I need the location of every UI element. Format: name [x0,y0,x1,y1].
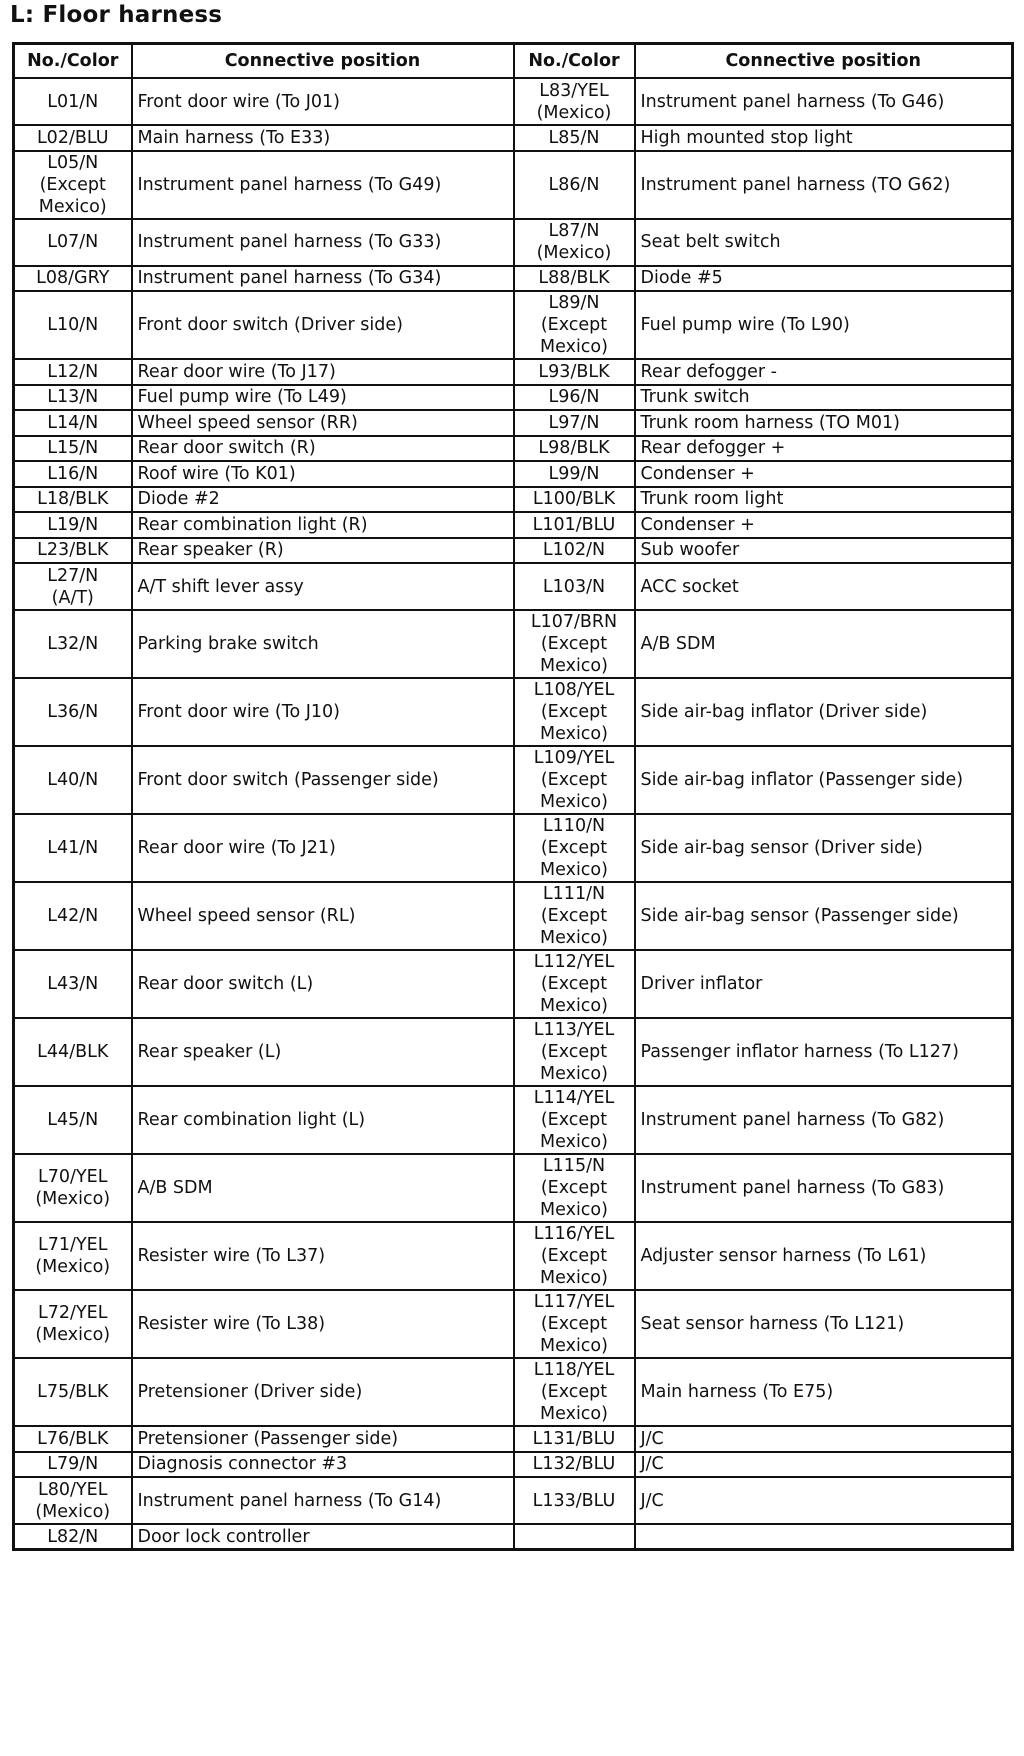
right-connective-position-cell: Side air-bag sensor (Driver side) [635,814,1013,882]
left-connective-position-cell: Rear combination light (L) [132,1086,514,1154]
right-no-color-cell: L102/N [514,538,635,564]
left-no-color-cell: L79/N [14,1452,132,1478]
right-no-color-cell: L113/YEL (Except Mexico) [514,1018,635,1086]
table-row [14,1524,1013,1550]
left-connective-position-cell: Front door switch (Driver side) [132,291,514,359]
right-no-color-cell: L132/BLU [514,1452,635,1478]
left-no-color-cell: L45/N [14,1086,132,1154]
right-connective-position-cell: Condenser + [635,461,1013,487]
right-connective-position-cell: Sub woofer [635,538,1013,564]
right-no-color-cell: L89/N (Except Mexico) [514,291,635,359]
table-row [14,678,1013,746]
left-no-color-cell: L42/N [14,882,132,950]
left-no-color-cell: L75/BLK [14,1358,132,1426]
header-connective-position-left: Connective position [132,44,514,79]
left-connective-position-cell: Instrument panel harness (To G33) [132,219,514,266]
right-no-color-cell: L97/N [514,410,635,436]
right-connective-position-cell: ACC socket [635,563,1013,610]
left-connective-position-cell: Wheel speed sensor (RR) [132,410,514,436]
left-connective-position-cell: Fuel pump wire (To L49) [132,385,514,411]
right-connective-position-cell: A/B SDM [635,610,1013,678]
table-row [14,487,1013,513]
left-connective-position-cell: Rear combination light (R) [132,512,514,538]
header-connective-position-right: Connective position [635,44,1013,79]
left-connective-position-cell: A/T shift lever assy [132,563,514,610]
floor-harness-table [12,42,1014,1551]
right-no-color-cell: L133/BLU [514,1477,635,1524]
right-no-color-cell: L116/YEL (Except Mexico) [514,1222,635,1290]
table-row [14,610,1013,678]
table-row [14,291,1013,359]
left-no-color-cell: L72/YEL (Mexico) [14,1290,132,1358]
right-no-color-cell: L117/YEL (Except Mexico) [514,1290,635,1358]
left-no-color-cell: L19/N [14,512,132,538]
right-no-color-cell: L87/N (Mexico) [514,219,635,266]
right-no-color-cell: L114/YEL (Except Mexico) [514,1086,635,1154]
right-connective-position-cell: Adjuster sensor harness (To L61) [635,1222,1013,1290]
right-connective-position-cell [635,1524,1013,1550]
right-connective-position-cell: Side air-bag sensor (Passenger side) [635,882,1013,950]
left-no-color-cell: L70/YEL (Mexico) [14,1154,132,1222]
right-connective-position-cell: Fuel pump wire (To L90) [635,291,1013,359]
right-no-color-cell: L85/N [514,125,635,151]
left-connective-position-cell: Diagnosis connector #3 [132,1452,514,1478]
left-no-color-cell: L10/N [14,291,132,359]
table-row [14,1477,1013,1524]
left-connective-position-cell: Roof wire (To K01) [132,461,514,487]
right-no-color-cell: L83/YEL (Mexico) [514,78,635,125]
table-row [14,461,1013,487]
right-no-color-cell: L96/N [514,385,635,411]
left-no-color-cell: L08/GRY [14,266,132,292]
left-connective-position-cell: Rear speaker (L) [132,1018,514,1086]
left-no-color-cell: L12/N [14,359,132,385]
page-title: L: Floor harness [10,2,223,28]
table-row [14,1086,1013,1154]
left-no-color-cell: L02/BLU [14,125,132,151]
left-no-color-cell: L82/N [14,1524,132,1550]
right-connective-position-cell: Rear defogger + [635,436,1013,462]
right-connective-position-cell: Trunk room harness (TO M01) [635,410,1013,436]
left-no-color-cell: L80/YEL (Mexico) [14,1477,132,1524]
left-no-color-cell: L18/BLK [14,487,132,513]
table-row [14,1290,1013,1358]
table-row [14,78,1013,125]
left-connective-position-cell: Resister wire (To L38) [132,1290,514,1358]
left-connective-position-cell: Instrument panel harness (To G49) [132,151,514,219]
table-row [14,814,1013,882]
right-no-color-cell: L109/YEL (Except Mexico) [514,746,635,814]
left-no-color-cell: L71/YEL (Mexico) [14,1222,132,1290]
right-no-color-cell: L98/BLK [514,436,635,462]
right-no-color-cell: L88/BLK [514,266,635,292]
right-connective-position-cell: Side air-bag inflator (Driver side) [635,678,1013,746]
right-connective-position-cell: High mounted stop light [635,125,1013,151]
table-row [14,882,1013,950]
table-row [14,1222,1013,1290]
left-connective-position-cell: Pretensioner (Driver side) [132,1358,514,1426]
left-connective-position-cell: Door lock controller [132,1524,514,1550]
right-no-color-cell: L118/YEL (Except Mexico) [514,1358,635,1426]
right-no-color-cell: L100/BLK [514,487,635,513]
table-row [14,563,1013,610]
right-connective-position-cell: J/C [635,1426,1013,1452]
left-no-color-cell: L13/N [14,385,132,411]
left-no-color-cell: L05/N (Except Mexico) [14,151,132,219]
right-connective-position-cell: Diode #5 [635,266,1013,292]
table-row [14,125,1013,151]
left-connective-position-cell: Resister wire (To L37) [132,1222,514,1290]
table-row [14,1018,1013,1086]
right-no-color-cell: L93/BLK [514,359,635,385]
table-row [14,266,1013,292]
right-connective-position-cell: Driver inflator [635,950,1013,1018]
table-row [14,410,1013,436]
left-no-color-cell: L01/N [14,78,132,125]
left-no-color-cell: L36/N [14,678,132,746]
left-no-color-cell: L07/N [14,219,132,266]
right-no-color-cell: L101/BLU [514,512,635,538]
left-connective-position-cell: Parking brake switch [132,610,514,678]
right-connective-position-cell: Instrument panel harness (To G46) [635,78,1013,125]
right-no-color-cell: L86/N [514,151,635,219]
right-connective-position-cell: Instrument panel harness (To G83) [635,1154,1013,1222]
left-no-color-cell: L14/N [14,410,132,436]
header-no-color-right: No./Color [514,44,635,79]
table-row [14,512,1013,538]
table-row [14,219,1013,266]
left-no-color-cell: L43/N [14,950,132,1018]
left-connective-position-cell: Instrument panel harness (To G34) [132,266,514,292]
left-connective-position-cell: Front door wire (To J10) [132,678,514,746]
left-no-color-cell: L40/N [14,746,132,814]
left-connective-position-cell: Rear speaker (R) [132,538,514,564]
left-connective-position-cell: Pretensioner (Passenger side) [132,1426,514,1452]
table-row [14,538,1013,564]
table-row [14,436,1013,462]
left-connective-position-cell: Rear door wire (To J21) [132,814,514,882]
right-connective-position-cell: J/C [635,1477,1013,1524]
table-row [14,746,1013,814]
right-connective-position-cell: Seat sensor harness (To L121) [635,1290,1013,1358]
right-connective-position-cell: Trunk room light [635,487,1013,513]
right-connective-position-cell: Condenser + [635,512,1013,538]
table-row [14,359,1013,385]
left-no-color-cell: L15/N [14,436,132,462]
right-connective-position-cell: Seat belt switch [635,219,1013,266]
right-no-color-cell: L107/BRN (Except Mexico) [514,610,635,678]
right-connective-position-cell: Trunk switch [635,385,1013,411]
right-connective-position-cell: Side air-bag inflator (Passenger side) [635,746,1013,814]
left-connective-position-cell: Rear door switch (R) [132,436,514,462]
right-connective-position-cell: J/C [635,1452,1013,1478]
table-row [14,950,1013,1018]
right-no-color-cell: L108/YEL (Except Mexico) [514,678,635,746]
table-row [14,1452,1013,1478]
left-no-color-cell: L32/N [14,610,132,678]
left-no-color-cell: L27/N (A/T) [14,563,132,610]
left-connective-position-cell: Main harness (To E33) [132,125,514,151]
right-no-color-cell [514,1524,635,1550]
right-no-color-cell: L112/YEL (Except Mexico) [514,950,635,1018]
right-no-color-cell: L103/N [514,563,635,610]
right-no-color-cell: L110/N (Except Mexico) [514,814,635,882]
left-connective-position-cell: Wheel speed sensor (RL) [132,882,514,950]
left-connective-position-cell: Front door wire (To J01) [132,78,514,125]
right-connective-position-cell: Main harness (To E75) [635,1358,1013,1426]
right-no-color-cell: L131/BLU [514,1426,635,1452]
right-connective-position-cell: Instrument panel harness (To G82) [635,1086,1013,1154]
right-connective-position-cell: Rear defogger - [635,359,1013,385]
right-connective-position-cell: Passenger inflator harness (To L127) [635,1018,1013,1086]
right-no-color-cell: L115/N (Except Mexico) [514,1154,635,1222]
left-connective-position-cell: Rear door switch (L) [132,950,514,1018]
header-no-color-left: No./Color [14,44,132,79]
left-connective-position-cell: Front door switch (Passenger side) [132,746,514,814]
left-connective-position-cell: Instrument panel harness (To G14) [132,1477,514,1524]
left-no-color-cell: L41/N [14,814,132,882]
table-header-row [14,44,1013,79]
left-connective-position-cell: Rear door wire (To J17) [132,359,514,385]
right-no-color-cell: L99/N [514,461,635,487]
table-body [14,78,1013,1550]
left-no-color-cell: L76/BLK [14,1426,132,1452]
table-row [14,1154,1013,1222]
table-row [14,1426,1013,1452]
left-no-color-cell: L16/N [14,461,132,487]
left-connective-position-cell: A/B SDM [132,1154,514,1222]
table-row [14,151,1013,219]
table-row [14,1358,1013,1426]
left-no-color-cell: L44/BLK [14,1018,132,1086]
left-connective-position-cell: Diode #2 [132,487,514,513]
right-no-color-cell: L111/N (Except Mexico) [514,882,635,950]
right-connective-position-cell: Instrument panel harness (TO G62) [635,151,1013,219]
left-no-color-cell: L23/BLK [14,538,132,564]
table-row [14,385,1013,411]
